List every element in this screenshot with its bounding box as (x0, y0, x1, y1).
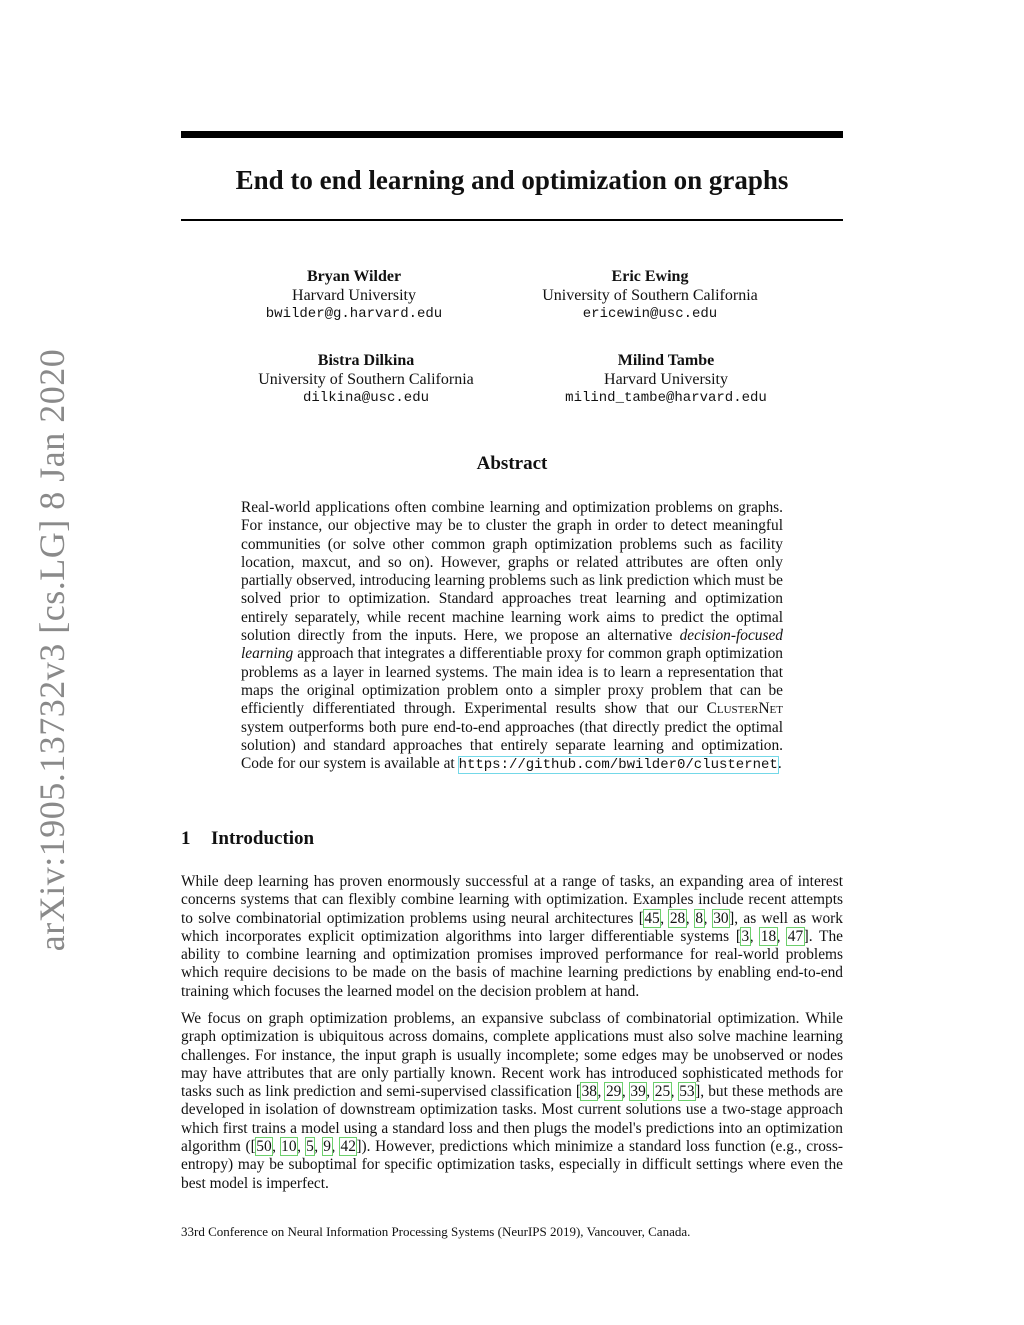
citation-link[interactable]: 10 (281, 1138, 297, 1156)
paragraph-text: ]). However, predictions which minimize a standard loss function (e.g., cross-entropy) may be suboptimal for specific optimization tasks, especially in difficult settings where even the best model is imperfect. (181, 1138, 844, 1192)
abstract-text: Real-world applications often combine learning and optimization problems on graphs. For instance, our objective may be to cluster the graph in order to detect meaningful communities (or solve other common graph optimization problems such as facility location, maxcut, and so on). However, graphs or related attributes are often only partially observed, introducing learning problems such as link prediction which must be solved prior to optimization. Standard approaches treat learning and optimization entirely separately, while recent machine learning work aims to predict the optimal solution directly from the inputs. Here, we propose an alternative (241, 499, 783, 645)
code-link[interactable]: https://github.com/bwilder0/clusternet (458, 757, 778, 774)
citation-link[interactable]: 39 (630, 1083, 646, 1101)
author-block-3 (216, 352, 516, 408)
conference-footnote: 33rd Conference on Neural Information Processing Systems (NeurIPS 2019), Vancouver, Canada. (181, 1224, 691, 1239)
citation-link[interactable]: 45 (644, 909, 660, 927)
title-bottom-rule (181, 219, 843, 221)
citation-link[interactable]: 42 (340, 1138, 356, 1156)
paragraph-text: While deep learning has proven enormously successful at a range of tasks, an expanding area of interest concerns systems that can flexibly combine learning with optimization. Examples include recent attempts to solve combinatorial optimization problems using neural architectures [ (181, 873, 843, 927)
citation-link[interactable]: 8 (695, 909, 704, 927)
citation-link[interactable]: 47 (787, 927, 804, 945)
citation-link[interactable]: 25 (654, 1083, 671, 1101)
paragraph-text: ], as well as work which incorporates explicit optimization algorithms into larger differentiable systems [ (181, 909, 843, 945)
citation-link[interactable]: 50 (256, 1138, 272, 1156)
author-affiliation: Harvard University (292, 286, 416, 304)
author-email[interactable]: ericewin@usc.edu (582, 306, 718, 322)
citation-link[interactable]: 9 (323, 1138, 331, 1156)
intro-paragraph-1: While deep learning has proven enormously successful at a range of tasks, an expanding area of interest concerns systems that can flexibly combine learning with optimization. Examples include recent attempts to solve combinatorial optimization problems using neural architectures [45, 28, 8, 30], as well as work which incorporates explicit optimization algorithms into larger differentiable systems [3, 18, 47]. The ability to combine learning and optimization promises improved performance for real-world problems which require decisions to be made on the basis of machine learning predictions by enabling end-to-end training which focuses the learned model on the decision problem at hand. (181, 873, 843, 1000)
intro-paragraph-2: We focus on graph optimization problems, an expansive subclass of combinatorial optimization. While graph optimization is ubiquitous across domains, complete applications must also solve machine learning challenges. For instance, the input graph is usually incomplete; some edges may be unobserved or nodes may have attributes that are only partially known. Recent work has introduced sophisticated methods for tasks such as link prediction and semi-supervised classification [38, 29, 39, 25, 53], but these methods are developed in isolation of downstream optimization tasks. Most current solutions use a two-stage approach which first trains a model using a standard loss and then plugs the model's predictions into an optimization algorithm ([50, 10, 5, 9, 42]). However, predictions which minimize a standard loss function (e.g., cross-entropy) may be suboptimal for specific optimization tasks, especially in difficult settings where even the best model is imperfect. (181, 1010, 844, 1192)
citation-link[interactable]: 28 (669, 909, 686, 927)
paragraph-text: ]. The ability to combine learning and optimization promises improved performance for real-world problems which require decisions to be made on the basis of machine learning predictions by enabling end-to-end training which focuses the learned model on the decision problem at hand. (181, 927, 843, 1000)
system-name: ClusterNet (706, 700, 783, 718)
author-email[interactable]: milind_tambe@harvard.edu (565, 390, 767, 406)
abstract-text: approach that integrates a differentiable proxy for common graph optimization problems as a layer in learned systems. The main idea is to learn a representation that maps the original optimization problem onto a simpler proxy problem that can be efficiently differentiated through. Experimental results show that our (241, 645, 783, 718)
author-block-2 (500, 268, 800, 324)
abstract-emphasis: decision-focused learning (241, 627, 783, 663)
author-name: Bryan Wilder (306, 268, 402, 285)
abstract-text: . (777, 755, 782, 773)
citation-link[interactable]: 3 (741, 927, 750, 945)
section-number: 1 (181, 828, 191, 849)
author-name: Milind Tambe (617, 352, 715, 369)
author-affiliation: University of Southern California (258, 370, 474, 388)
author-block-1 (204, 268, 504, 324)
citation-link[interactable]: 29 (605, 1083, 622, 1101)
author-name: Bistra Dilkina (317, 352, 415, 369)
citation-link[interactable]: 38 (581, 1083, 597, 1101)
title-top-rule (181, 131, 843, 138)
author-block-4 (516, 352, 816, 408)
paragraph-text: We focus on graph optimization problems, an expansive subclass of combinatorial optimization. While graph optimization is ubiquitous across domains, complete applications must also solve machine learning challenges. For instance, the input graph is usually incomplete; some edges may be unobserved or nodes may have attributes that are only partially known. Recent work has introduced sophisticated methods for tasks such as link prediction and semi-supervised classification [ (181, 1010, 843, 1101)
citation-link[interactable]: 18 (760, 927, 777, 945)
paper-title: End to end learning and optimization on graphs (235, 165, 789, 195)
abstract-text: system outperforms both pure end-to-end approaches (that directly predict the optimal solution) and standard approaches that entirely separate learning and optimization. Code for our system is available at (241, 718, 783, 773)
author-affiliation: University of Southern California (542, 286, 758, 304)
author-affiliation: Harvard University (604, 370, 728, 388)
arxiv-identifier: arXiv:1905.13732v3 [cs.LG] 8 Jan 2020 (32, 348, 72, 952)
paragraph-text: ], but these methods are developed in isolation of downstream optimization tasks. Most current solutions use a two-stage approach which first trains a model using a standard loss and then plugs the model's predictions into an optimization algorithm ([ (181, 1083, 843, 1156)
abstract-body (241, 499, 783, 774)
author-email[interactable]: dilkina@usc.edu (302, 390, 430, 406)
citation-link[interactable]: 30 (713, 909, 729, 927)
section-heading (181, 828, 314, 850)
citation-link[interactable]: 53 (679, 1083, 695, 1101)
author-email[interactable]: bwilder@g.harvard.edu (265, 306, 443, 322)
abstract-heading: Abstract (476, 453, 548, 474)
section-title: Introduction (211, 828, 315, 849)
citation-link[interactable]: 5 (306, 1138, 314, 1156)
author-name: Eric Ewing (611, 268, 689, 285)
